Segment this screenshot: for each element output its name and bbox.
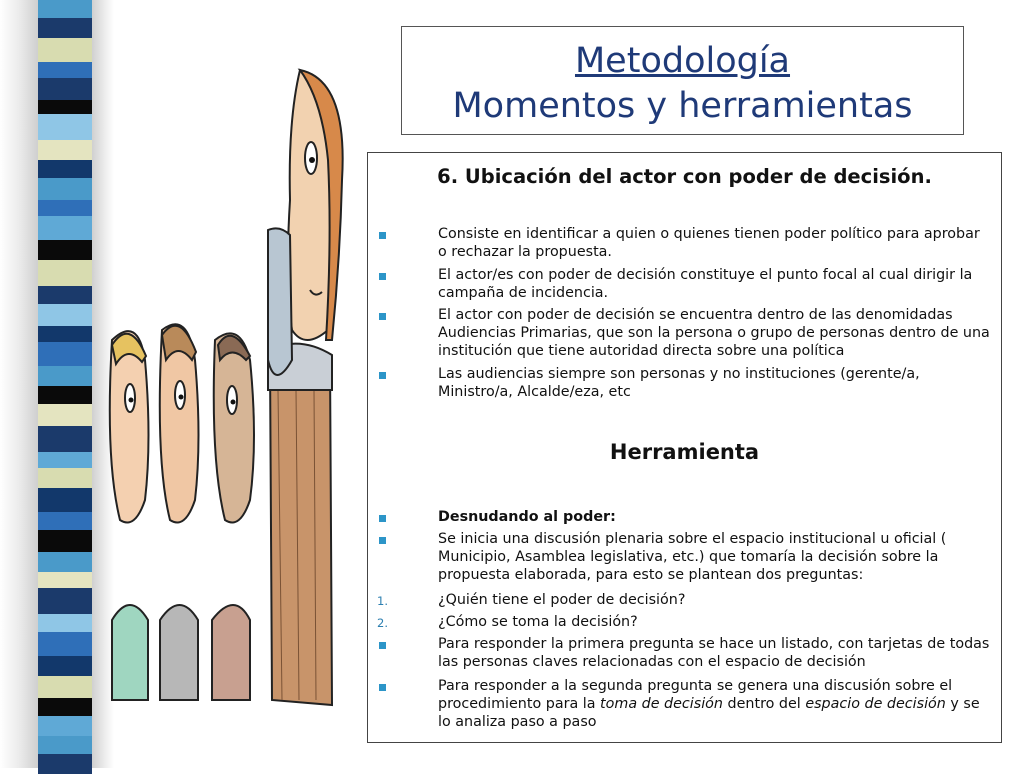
bullet-icon xyxy=(379,537,386,544)
stripe-segment xyxy=(38,426,92,452)
stripe-segment xyxy=(38,114,92,140)
section-heading: 6. Ubicación del actor con poder de decisión. xyxy=(437,165,932,188)
content-box xyxy=(367,152,1002,743)
stripe-segment xyxy=(38,386,92,404)
stripe-segment xyxy=(38,78,92,100)
stripe-segment xyxy=(38,342,92,366)
text-run-italic: toma de decisión xyxy=(600,696,723,712)
stripe-segment xyxy=(38,0,92,18)
list-item: El actor con poder de decisión se encuentra dentro de las denomidadas Audiencias Primarias, que son la persona o grupo de personas dentro de una institución que tiene autoridad directa sobre una política xyxy=(438,307,990,359)
stripe-segment xyxy=(38,140,92,160)
numbered-item: ¿Quién tiene el poder de decisión? xyxy=(438,592,686,608)
list-item: Consiste en identificar a quien o quienes tienen poder político para aprobar o rechazar la propuesta. xyxy=(438,226,980,260)
page-title: Metodología xyxy=(574,41,791,81)
text-run-italic: espacio de decisión xyxy=(805,696,946,712)
stripe-segment xyxy=(38,326,92,342)
stripe-segment xyxy=(38,200,92,216)
stripe-segment xyxy=(38,698,92,716)
text-run: dentro del xyxy=(722,696,806,712)
bullet-icon xyxy=(379,232,386,239)
numbered-item: ¿Cómo se toma la decisión? xyxy=(438,614,638,630)
stripe-segment xyxy=(38,304,92,326)
stripe-segment xyxy=(38,588,92,614)
list-number: 2. xyxy=(377,616,388,630)
stripe-segment xyxy=(38,216,92,240)
stripe-segment xyxy=(38,38,92,62)
bullet-icon xyxy=(379,313,386,320)
list-item: Para responder la primera pregunta se hace un listado, con tarjetas de todas las personas claves relacionadas con el espacio de decisión xyxy=(438,636,990,670)
stripe-segment xyxy=(38,366,92,386)
tool-heading: Herramienta xyxy=(609,440,760,464)
list-item: El actor/es con poder de decisión constituye el punto focal al cual dirigir la campaña de incidencia. xyxy=(438,267,973,301)
stripe-shadow-left xyxy=(0,0,38,768)
stripe-segment xyxy=(38,530,92,552)
bullet-icon xyxy=(379,642,386,649)
list-number: 1. xyxy=(377,594,388,608)
stripe-segment xyxy=(38,488,92,512)
stripe-segment xyxy=(38,614,92,632)
stripe-segment xyxy=(38,178,92,200)
bullet-icon xyxy=(379,684,386,691)
stripe-segment xyxy=(38,260,92,286)
page-subtitle: Momentos y herramientas xyxy=(452,86,913,126)
stripe-segment xyxy=(38,286,92,304)
bullet-icon xyxy=(379,515,386,522)
stripe-segment xyxy=(38,18,92,38)
stripe-segment xyxy=(38,676,92,698)
list-item: Las audiencias siempre son personas y no instituciones (gerente/a, Ministro/a, Alcalde/eza, etc xyxy=(438,366,920,400)
list-item: Se inicia una discusión plenaria sobre el espacio institucional u oficial ( Municipio, Asamblea legislativa, etc.) que tomaría la decisión sobre la propuesta elaborada, para esto se plantean dos preguntas: xyxy=(438,531,947,583)
stripe-segment xyxy=(38,632,92,656)
stripe-segment xyxy=(38,62,92,78)
stripe-segment xyxy=(38,716,92,736)
stripe-segment xyxy=(38,572,92,588)
text-run: Para responder a la segunda pregunta se genera una discusión sobre el procedimiento para la xyxy=(438,678,953,712)
stripe-segment xyxy=(38,468,92,488)
stripe-segment xyxy=(38,100,92,114)
bullet-icon xyxy=(379,273,386,280)
stripe-segment xyxy=(38,552,92,572)
stripe-segment xyxy=(38,452,92,468)
list-item xyxy=(438,677,993,731)
decorative-stripe-bar xyxy=(38,0,92,768)
stripe-segment xyxy=(38,656,92,676)
stripe-segment xyxy=(38,404,92,426)
stripe-segment xyxy=(38,240,92,260)
title-box xyxy=(401,26,964,135)
stripe-segment xyxy=(38,160,92,178)
text-run: y se lo analiza paso a paso xyxy=(438,696,980,730)
cartoon-people-illustration xyxy=(100,60,350,720)
stripe-segment xyxy=(38,512,92,530)
stripe-segment xyxy=(38,754,92,774)
tool-subheading: Desnudando al poder: xyxy=(438,509,616,525)
bullet-icon xyxy=(379,372,386,379)
stripe-segment xyxy=(38,736,92,754)
